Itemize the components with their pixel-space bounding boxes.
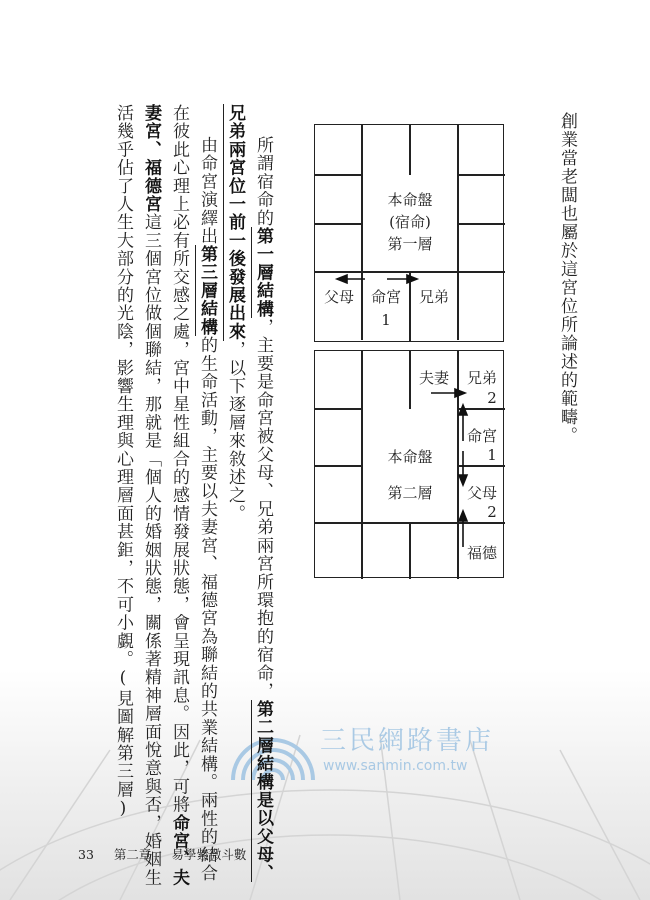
body-column-1 [254, 136, 271, 882]
arrow-right-icon [407, 275, 417, 283]
page-footer [78, 845, 262, 863]
diagram2-minggong: 命宮 [466, 427, 497, 445]
diagram1-minggong-num: 1 [381, 311, 391, 329]
page-number: 33 [78, 847, 94, 862]
body-c5b: 這三個宮位做個聯結，那就是「個人的婚姻狀態，關係著精神層面悅意與否，婚姻生 [141, 213, 161, 887]
diagram2-minggong-num: 1 [487, 446, 497, 464]
diagram1-xiongdi: 兄弟 [418, 288, 449, 306]
body-c4a: 在彼此心理上必有所交感之處，宮中星性組合的感情發展狀態，會呈現訊息。因此，可將 [169, 104, 189, 814]
body-column-6: 活幾乎佔了人生大部分的光陰，影響生理與心理層面甚鉅，不可小覷。(見圖解第三層) [113, 104, 133, 820]
body-c1c: ，主要是命宮被父母、兄弟兩宮所環抱的宿命， [253, 318, 273, 701]
body-c2b: ，以下逐層來敘述之。 [225, 340, 245, 523]
body-c1b-bold: 第一層結構 [253, 227, 273, 318]
diagram2-fumu-num: 2 [487, 503, 497, 521]
body-column-2 [226, 104, 243, 523]
diagram1-arrows [315, 125, 505, 343]
arrow-right-icon [455, 389, 465, 397]
diagram2-center-line1: 本命盤 [387, 448, 433, 466]
decorative-background [0, 670, 650, 900]
diagram2-arrows [315, 351, 505, 579]
diagram2-fuqi: 夫妻 [418, 369, 449, 387]
arrow-up-icon [459, 511, 467, 521]
chapter-label: 第二章 [113, 847, 152, 862]
body-c3b-bold: 第三層結構 [197, 245, 217, 337]
body-c3c: 的生命活動，主要以夫妻宮、福德宮為聯結的共業結構。兩性的結合 [197, 336, 217, 883]
diagram1-fumu: 父母 [323, 288, 354, 306]
body-column-4 [170, 104, 187, 887]
body-c5a-bold: 妻宮、福德宮 [141, 104, 161, 214]
diagram1-center-line1: 本命盤 [387, 191, 433, 209]
note-column: 創業當老闆也屬於這宮位所論述的範疇。 [557, 112, 577, 445]
diagram-first-layer [314, 124, 504, 342]
diagram-second-layer [314, 350, 504, 578]
watermark-url: www.sanmin.com.tw [323, 758, 468, 774]
body-c1d-bold: 第二層結構是以父母、 [253, 700, 273, 883]
diagram2-fumu: 父母 [466, 484, 497, 502]
diagram2-fude: 福德 [466, 544, 497, 562]
body-c4b-bold: 命宮、夫 [169, 813, 189, 887]
body-c3a: 由命宮演繹出 [197, 136, 217, 246]
arrow-up-icon [459, 405, 467, 415]
arrow-left-icon [337, 275, 347, 283]
body-column-3 [198, 136, 215, 882]
diagram1-center-line3: 第一層 [387, 235, 433, 253]
diagram2-center-line2: 第二層 [387, 484, 433, 502]
book-title: 易學紫微斗數 [171, 847, 247, 862]
arrow-down-icon [459, 475, 467, 485]
watermark-name: 三民網路書店 [320, 726, 495, 756]
body-c2a-bold: 兄弟兩宮位一前一後發展出來 [225, 104, 245, 341]
body-c1a: 所謂宿命的 [253, 136, 273, 227]
diagram2-xiongdi: 兄弟 [466, 369, 497, 387]
diagram1-minggong: 命宮 [370, 288, 401, 306]
body-column-5 [142, 104, 159, 887]
diagram2-xiongdi-num: 2 [487, 389, 497, 407]
diagram1-center-line2: (宿命) [389, 213, 431, 231]
